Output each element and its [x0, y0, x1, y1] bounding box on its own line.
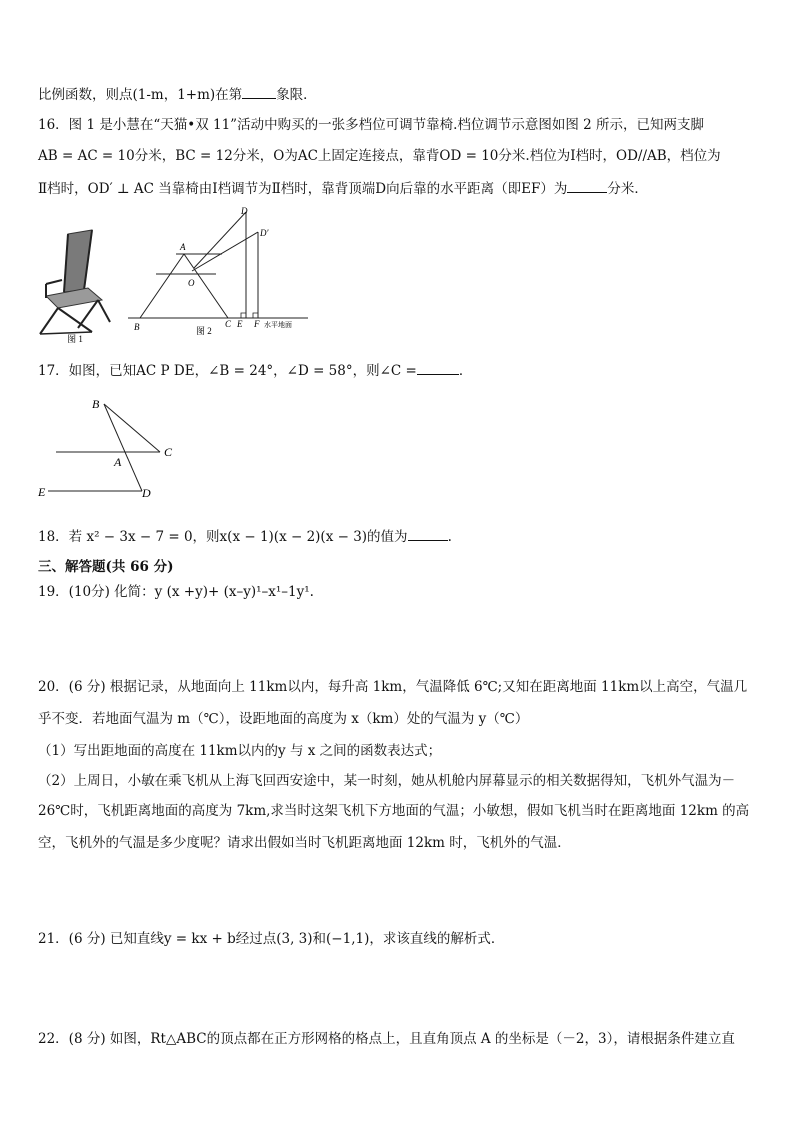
q16-line2: AB = AC = 10分米，BC = 12分米，O为AC上固定连接点，靠背OD = 10分米.档位为Ⅰ档时，OD//AB，档位为 [38, 148, 721, 164]
q20-line3: （1）写出距地面的高度在 11km以内的y 与 x 之间的函数表达式； [38, 743, 442, 759]
leg-ab [140, 254, 184, 318]
q17-line [38, 360, 472, 380]
q16-line3-end: 分米． [607, 181, 648, 197]
q16-figure1-chair [32, 226, 118, 346]
q17-figure [36, 392, 186, 504]
q19-line: 19．(10分) 化简：y (x +y)+ (x–y)¹–x¹–1y¹. [38, 584, 314, 600]
fig1-caption: 图 1 [67, 334, 83, 344]
q17-answer-blank[interactable] [417, 360, 459, 375]
label-b: B [134, 322, 140, 332]
label-c: C [164, 445, 173, 459]
line-bc [104, 404, 160, 452]
q22-line: 22．(8 分) 如图，Rt△ABC的顶点都在正方形网格的格点上，且直角顶点 A 的坐标是（－2，3），请根据条件建立直 [38, 1031, 735, 1047]
label-ground: 水平地面 [264, 321, 292, 329]
label-d: D [142, 486, 151, 500]
q20-line5: 26℃时，飞机距离地面的高度为 7km,求当时这架飞机下方地面的气温；小敏想，假如飞机当时在距离地面 12km 的高 [38, 803, 750, 819]
q15-tail [38, 84, 317, 104]
q18-line [38, 526, 452, 546]
label-a: A [114, 455, 122, 469]
q18-answer-blank[interactable] [408, 526, 448, 541]
q15-text-end: 象限． [276, 87, 317, 103]
label-a: A [180, 242, 186, 252]
label-e: E [38, 485, 46, 499]
back-od [194, 212, 246, 268]
q16-answer-blank[interactable] [567, 178, 607, 193]
line-bd [104, 404, 142, 491]
q18-text-end: . [447, 529, 452, 545]
q20-line1: 20．(6 分) 根据记录，从地面向上 11km以内，每升高 1km，气温降低 6℃;又知在距离地面 11km以上高空，气温几 [38, 679, 748, 695]
label-o: O [188, 278, 195, 288]
q16-line3 [38, 178, 648, 198]
back-od-prime [192, 232, 258, 271]
q20-line4: （2）上周日，小敏在乘飞机从上海飞回西安途中，某一时刻，她从机舱内屏幕显示的相关数据得知，飞机外气温为－ [38, 773, 736, 789]
q17-text-end: ． [458, 363, 473, 379]
fig2-caption: 图 2 [196, 326, 212, 336]
q15-text: 比例函数，则点(1-m，1+m)在第 [38, 87, 243, 103]
label-d-prime: D′ [260, 228, 269, 238]
label-c: C [225, 319, 232, 329]
label-d: D [241, 206, 248, 216]
q16-line3-text: Ⅱ档时，OD′ ⊥ AC 当靠椅由Ⅰ档调节为Ⅱ档时，靠背顶端D向后靠的水平距离（即EF）为 [38, 181, 568, 197]
q20-line2: 乎不变．若地面气温为 m（℃），设距地面的高度为 x（km）处的气温为 y（℃） [38, 711, 529, 727]
q16-figure2-diagram [126, 206, 312, 340]
label-b: B [92, 397, 100, 411]
q21-line: 21．(6 分) 已知直线y = kx + b经过点(3, 3)和(−1,1)，求该直线的解析式． [38, 931, 505, 947]
label-e: E [237, 319, 243, 329]
q16-line1: 16．图 1 是小慧在“天猫•双 11”活动中购买的一张多档位可调节靠椅.档位调节示意图如图 2 所示，已知两支脚 [38, 117, 705, 133]
q17-text: 17．如图，已知AC P DE，∠B = 24°，∠D = 58°，则∠C = [38, 363, 417, 379]
q18-text: 18．若 x² − 3x − 7 = 0，则x(x − 1)(x − 2)(x − 3)的值为 [38, 529, 408, 545]
q15-answer-blank[interactable] [242, 84, 276, 99]
section-heading: 三、解答题(共 66 分) [38, 559, 174, 575]
q20-line6: 空，飞机外的气温是多少度呢？请求出假如当时飞机距离地面 12km 时，飞机外的气温． [38, 835, 571, 851]
label-f: F [254, 319, 260, 329]
